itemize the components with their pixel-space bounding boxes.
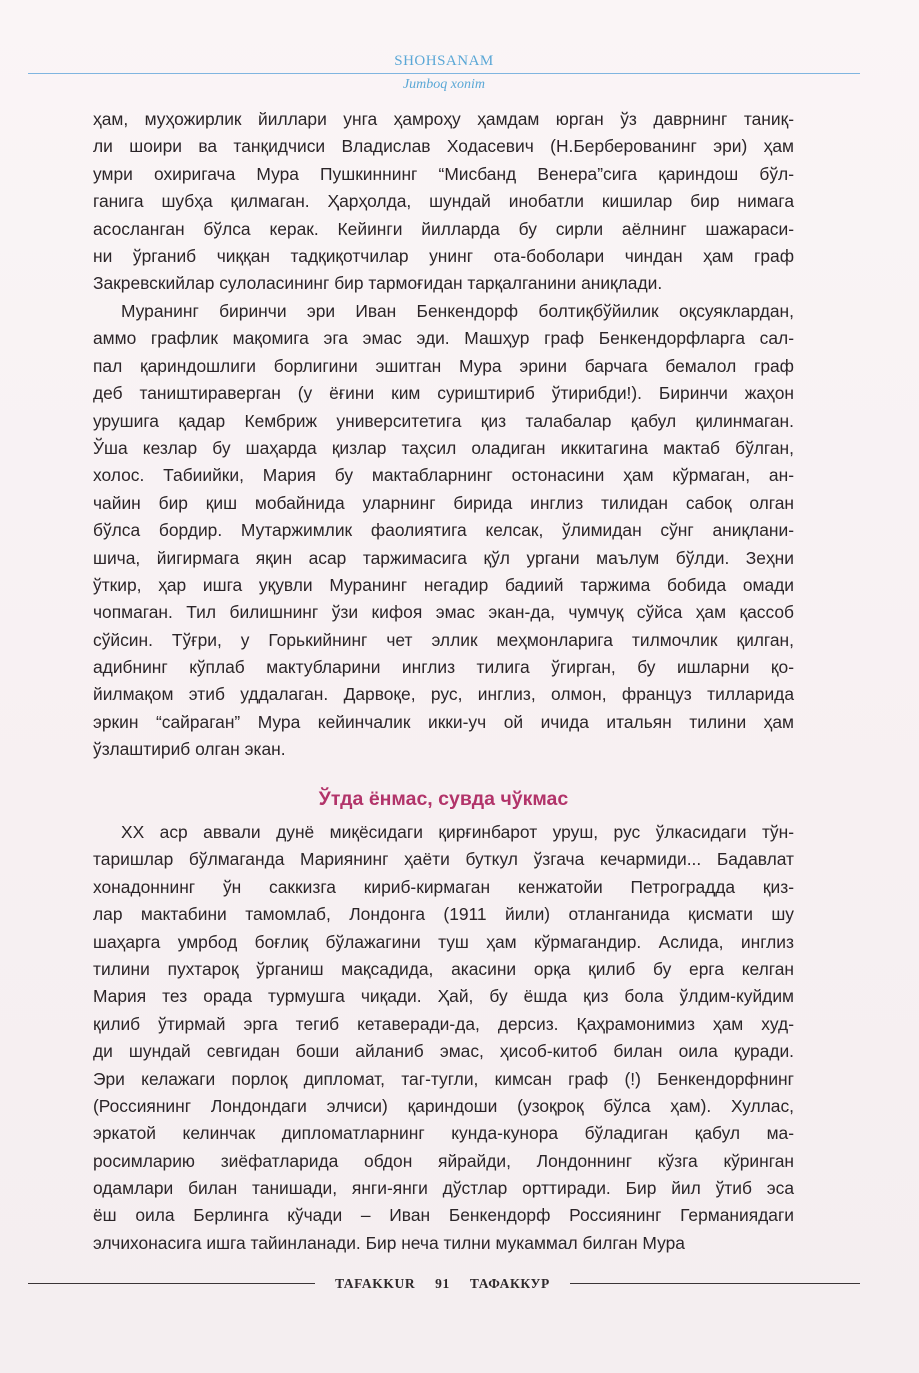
text-line: эркин “сайраган” Мура кейинчалик икки-уч ой ичида итальян тилини ҳам [93, 711, 794, 732]
text-line: пал қариндошлиги борлигини эшитган Мура эрини барчага бемалол граф [93, 355, 794, 376]
footer-rule-left [28, 1283, 315, 1284]
text-line: холос. Табиийки, Мария бу мактабларнинг остонасини ҳам кўрмаган, ан- [93, 465, 794, 486]
text-line: ўткир, ҳар ишга уқувли Муранинг негадир бадиий таржима бобида омади [93, 574, 794, 595]
text-line: асосланган бўлса керак. Кейинги йилларда бу сирли аёлнинг шажараси- [93, 218, 794, 239]
section-heading: Ўтда ёнмас, сувда чўкмас [318, 788, 569, 810]
paragraph-3 [93, 819, 794, 1257]
text-line: элчихонасига ишга тайинланади. Бир неча тилни мукаммал билган Мура [93, 1232, 685, 1253]
text-line: чайин бир қиш мобайнида уларнинг бирида инглиз тилидан сабоқ олган [93, 492, 794, 513]
text-line: ёш оила Берлинга кўчади – Иван Бенкендорф Россиянинг Германиядаги [93, 1205, 794, 1226]
text-line: таришлар бўлмаганда Мариянинг ҳаёти буткул ўзгача кечармиди... Бадавлат [93, 849, 794, 870]
text-line: ҳам, муҳожирлик йиллари унга ҳамроҳу ҳамдам юрган ўз даврнинг таниқ- [93, 109, 794, 129]
text-line: росимларию зиёфатларида обдон яйрайди, Лондоннинг кўзга кўринган [93, 1150, 794, 1171]
text-line: йилмақом этиб уддалаган. Дарвоқе, рус, инглиз, олмон, француз тилларида [93, 684, 794, 705]
text-line: шаҳарга умрбод боғлиқ бўлажагини туш ҳам кўрмагандир. Аслида, инглиз [93, 931, 794, 952]
text-line: шича, йигирмага яқин асар таржимасига қўл ургани маълум бўлди. Зеҳни [93, 547, 794, 568]
footer-right-label: ТАФАККУР [469, 1276, 550, 1291]
text-line: хонадоннинг ўн саккизга кириб-кирмаган кенжатойи Петроградда қиз- [93, 876, 794, 897]
text-line: ди шундай севгидан боши айланиб эмас, ҳисоб-китоб билан оила қуради. [93, 1041, 794, 1062]
text-line: XX аср аввали дунё миқёсидаги қирғинбарот уруш, рус ўлкасидаги тўн- [121, 822, 794, 842]
page-number: 91 [435, 1276, 450, 1291]
text-line: умри охиригача Мура Пушкиннинг “Мисбанд Венера”сига қариндош бўл- [93, 163, 794, 184]
paragraph-1 [93, 106, 794, 298]
text-line: ўзлаштириб олган экан. [93, 739, 286, 760]
text-line: бўлса бордир. Мутаржимлик фаолиятига келсак, ўлимидан сўнг аниқлани- [93, 520, 794, 541]
running-footer [28, 1273, 860, 1295]
header-rule [28, 73, 860, 74]
header-title: SHOHSANAM [394, 53, 494, 69]
text-line: сўйсин. Тўғри, у Горькийнинг чет эллик меҳмонларига тилмочлик қилган, [93, 629, 794, 650]
text-line: одамлари билан танишади, янги-янги дўстлар орттиради. Бир йил ўтиб эса [93, 1178, 794, 1199]
text-line: Закревскийлар сулоласининг бир тармоғидан тарқалганини аниқлади. [93, 273, 663, 294]
text-line: Ўша кезлар бу шаҳарда қизлар таҳсил оладиган иккитагина мактаб бўлган, [93, 437, 794, 458]
text-line: лар мактабини тамомлаб, Лондонга (1911 йили) отланганида қисмати шу [93, 904, 794, 925]
header-subtitle: Jumboq xonim [402, 77, 486, 92]
text-line: тилини пухтароқ ўрганиш мақсадида, акасини орқа қилиб бу ерга келган [93, 958, 794, 979]
text-line: Муранинг биринчи эри Иван Бенкендорф болтиқбўйилик оқсуяклардан, [121, 301, 794, 321]
text-line: чопмаган. Тил билишнинг ўзи кифоя эмас экан-да, чумчуқ сўйса ҳам қассоб [93, 602, 794, 623]
footer-label [315, 1273, 570, 1295]
text-line: ли шоири ва танқидчиси Владислав Ходасевич (Н.Берберованинг эри) ҳам [93, 136, 794, 157]
text-line: эркатой келинчак дипломатларнинг кунда-кунора бўладиган қабул ма- [93, 1123, 794, 1144]
text-line: ни ўрганиб чиққан тадқиқотчилар унинг ота-боболари чиндан ҳам граф [93, 245, 794, 266]
text-line: қилиб ўтирмай эрга тегиб кетаверади-да, дерсиз. Қаҳрамонимиз ҳам худ- [93, 1013, 794, 1034]
text-line: адибнинг кўплаб мактубларини инглиз тилига ўгирган, бу ишларни қо- [93, 657, 794, 678]
text-line: ганига шубҳа қилмаган. Ҳарҳолда, шундай инобатли кишилар бир нимага [93, 191, 794, 212]
text-line: аммо графлик мақомига эга эмас эди. Машҳур граф Бенкендорфларга сал- [93, 328, 794, 349]
footer-rule-right [570, 1283, 860, 1284]
text-line: Мария тез орада турмушга чиқади. Ҳай, бу ёшда қиз бола ўлдим-куйдим [93, 986, 794, 1007]
text-line: урушига қадар Кембриж университетига қиз талабалар қабул қилинмаган. [93, 410, 794, 431]
text-line: Эри келажаги порлоқ дипломат, таг-тугли, кимсан граф (!) Бенкендорфнинг [93, 1068, 794, 1089]
text-line: деб таништираверган (у ёғини ким суриштириб ўтирибди!). Биринчи жаҳон [93, 383, 794, 404]
footer-left-label: TAFAKKUR [335, 1276, 416, 1291]
text-line: (Россиянинг Лондондаги элчиси) қариндоши (узоқроқ бўлса ҳам). Хуллас, [93, 1095, 794, 1116]
paragraph-2 [93, 298, 794, 764]
